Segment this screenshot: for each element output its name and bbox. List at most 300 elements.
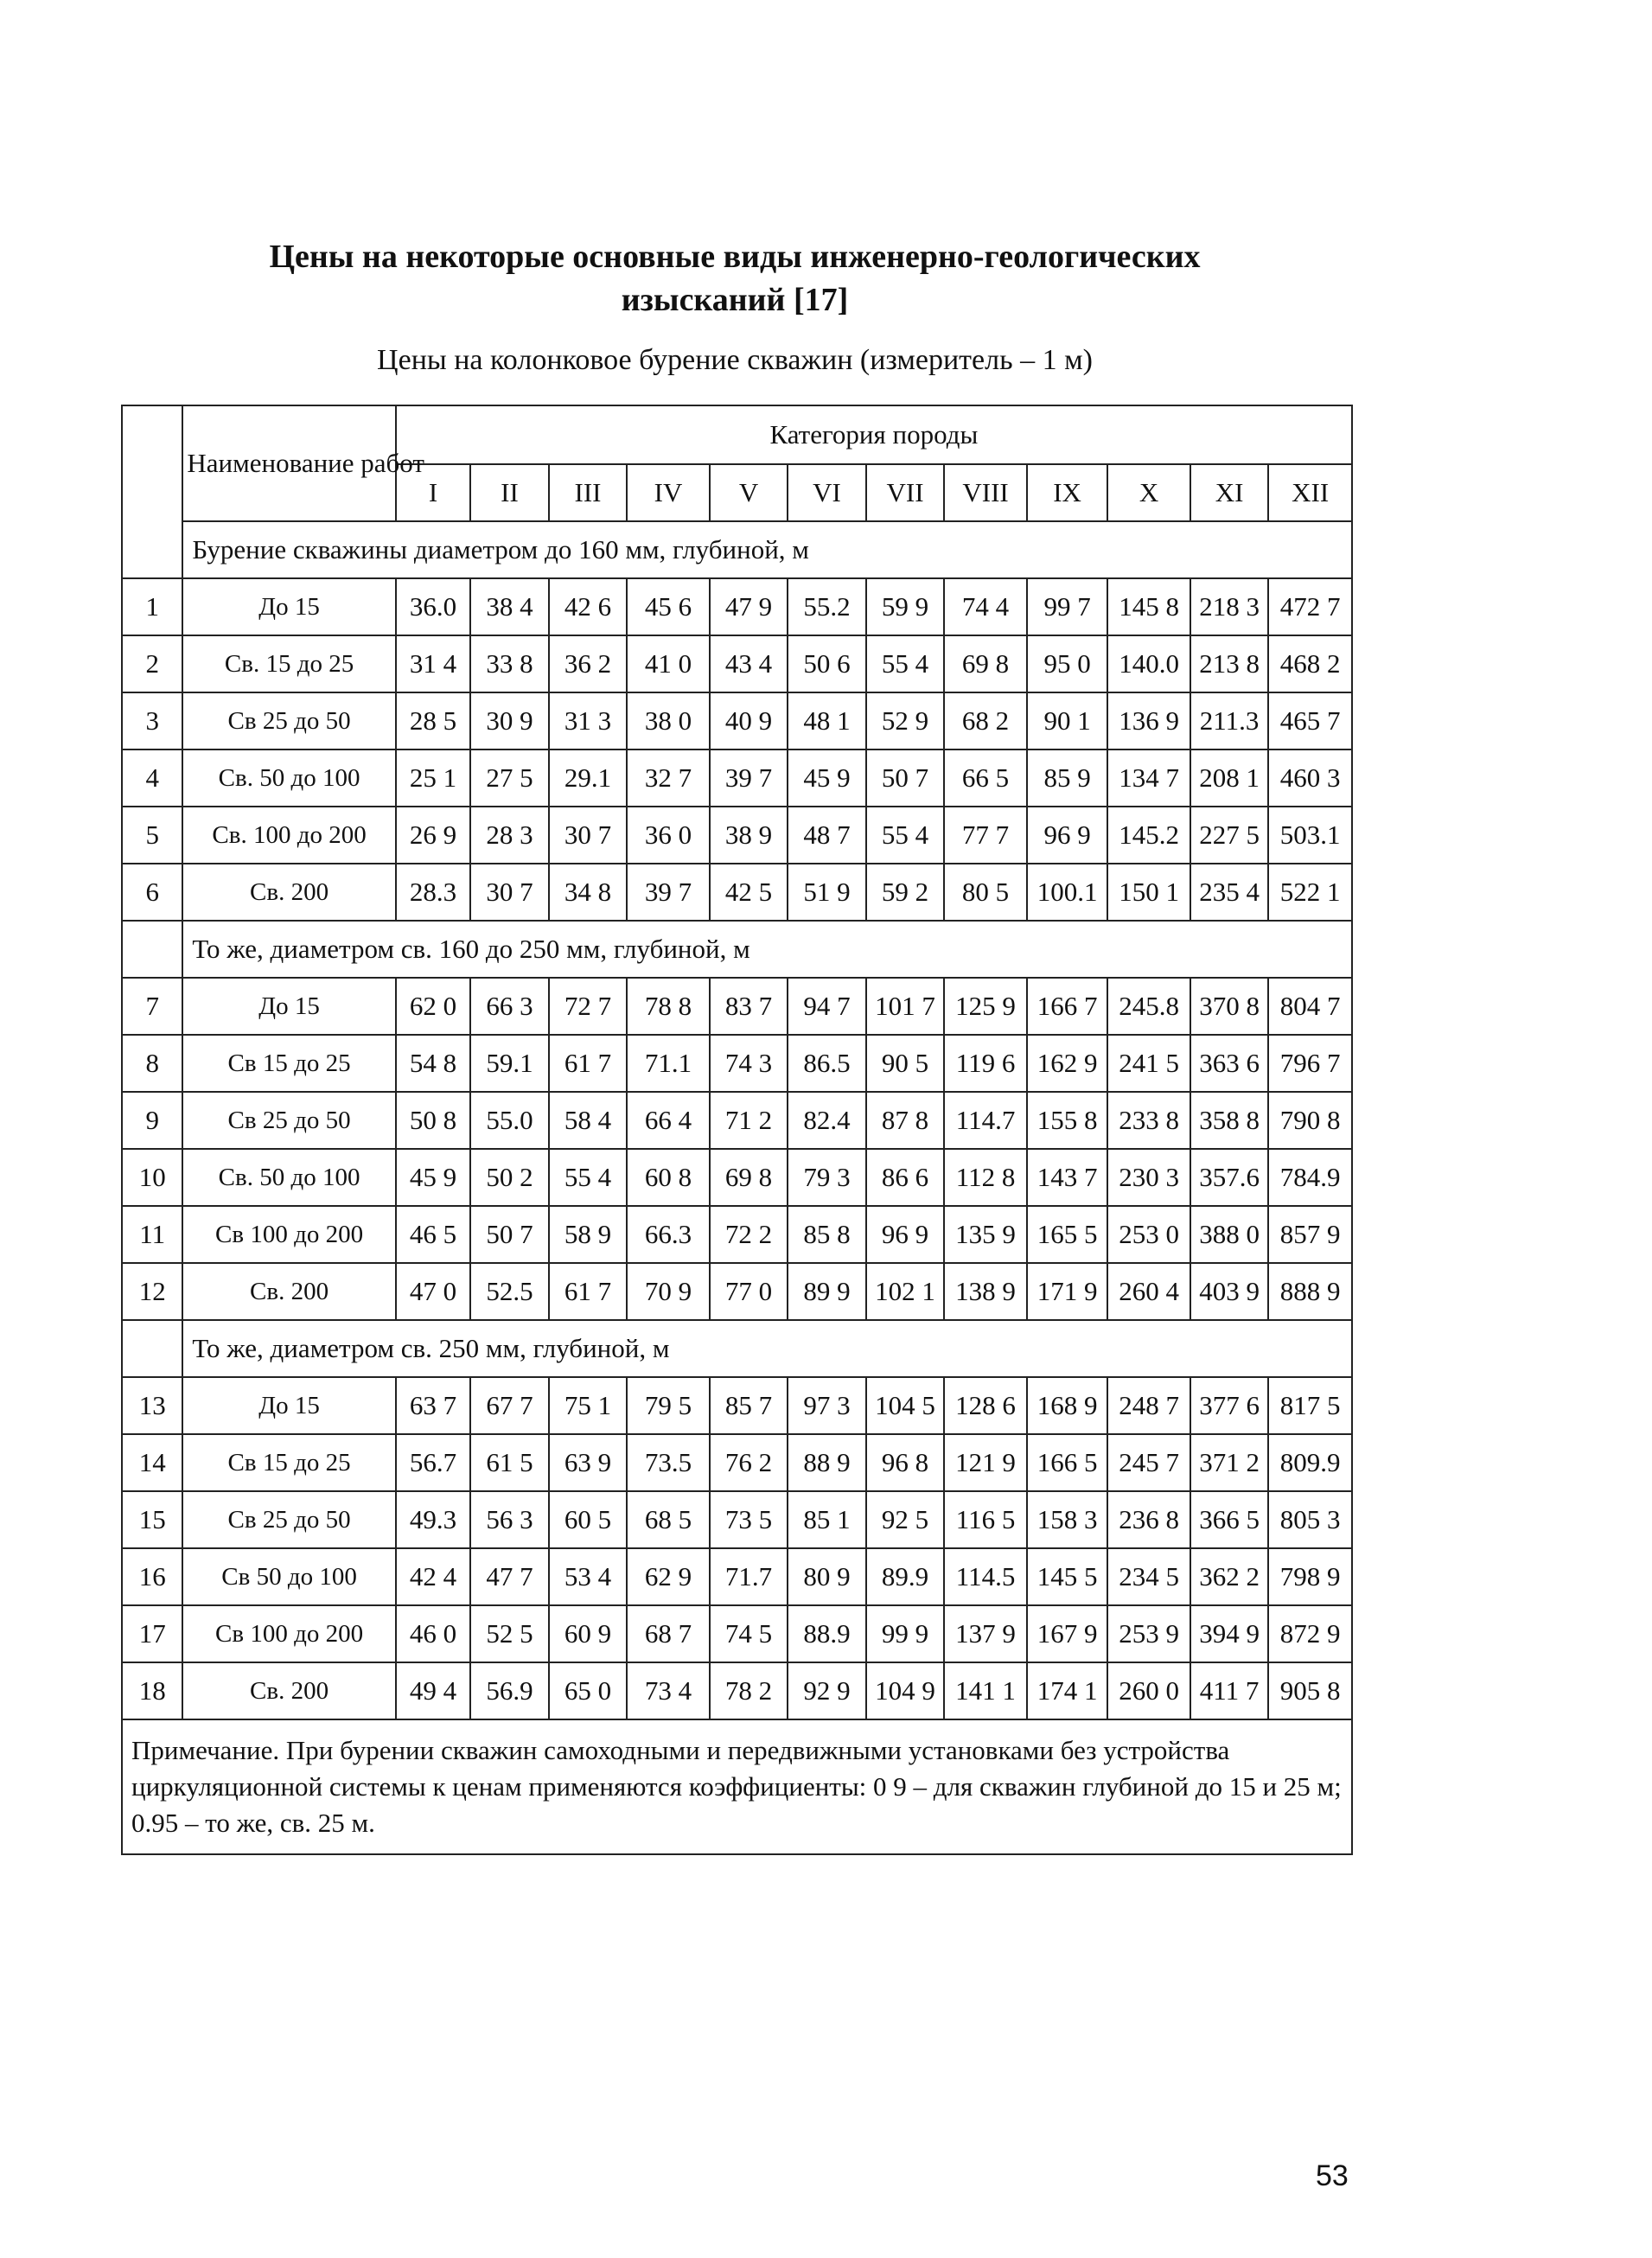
price-cell: 79 3 — [788, 1149, 866, 1206]
price-cell: 52 9 — [866, 692, 945, 749]
price-cell: 857 9 — [1268, 1206, 1352, 1263]
row-number: 15 — [122, 1491, 182, 1548]
price-cell: 53 4 — [549, 1548, 628, 1605]
price-cell: 95 0 — [1027, 635, 1108, 692]
row-name: Св. 15 до 25 — [182, 635, 395, 692]
price-cell: 790 8 — [1268, 1092, 1352, 1149]
price-cell: 60 5 — [549, 1491, 628, 1548]
price-cell: 46 0 — [396, 1605, 470, 1662]
price-cell: 75 1 — [549, 1377, 628, 1434]
row-number: 6 — [122, 864, 182, 921]
price-cell: 74 4 — [944, 578, 1027, 635]
page-number: 53 — [1316, 2159, 1349, 2192]
price-cell: 38 4 — [470, 578, 549, 635]
price-cell: 86 6 — [866, 1149, 945, 1206]
price-cell: 88.9 — [788, 1605, 866, 1662]
table-row — [122, 749, 1352, 807]
price-cell: 260 0 — [1107, 1662, 1190, 1719]
table-row — [122, 1662, 1352, 1719]
price-cell: 68 5 — [627, 1491, 710, 1548]
price-cell: 99 7 — [1027, 578, 1108, 635]
price-cell: 45 6 — [627, 578, 710, 635]
title-line-2: изысканий [17] — [621, 282, 849, 318]
price-cell: 74 5 — [710, 1605, 788, 1662]
title-line-1: Цены на некоторые основные виды инженерно-геологических — [269, 239, 1201, 275]
row-name: Св. 200 — [182, 1662, 395, 1719]
category-header: XI — [1190, 464, 1269, 521]
price-cell: 388 0 — [1190, 1206, 1269, 1263]
row-name: Св 25 до 50 — [182, 1092, 395, 1149]
price-cell: 50 6 — [788, 635, 866, 692]
price-cell: 85 8 — [788, 1206, 866, 1263]
price-cell: 73.5 — [627, 1434, 710, 1491]
price-cell: 357.6 — [1190, 1149, 1269, 1206]
row-number: 3 — [122, 692, 182, 749]
price-cell: 89 9 — [788, 1263, 866, 1320]
price-cell: 39 7 — [710, 749, 788, 807]
price-cell: 88 9 — [788, 1434, 866, 1491]
price-cell: 42 5 — [710, 864, 788, 921]
price-cell: 78 2 — [710, 1662, 788, 1719]
price-cell: 68 2 — [944, 692, 1027, 749]
price-cell: 145 5 — [1027, 1548, 1108, 1605]
row-name: Св 25 до 50 — [182, 1491, 395, 1548]
price-cell: 42 6 — [549, 578, 628, 635]
price-cell: 77 7 — [944, 807, 1027, 864]
table-caption: Цены на колонковое бурение скважин (измеритель – 1 м) — [377, 344, 1093, 376]
category-header: IX — [1027, 464, 1108, 521]
table-row — [122, 1605, 1352, 1662]
table-row — [122, 1092, 1352, 1149]
price-cell: 50 8 — [396, 1092, 470, 1149]
price-cell: 47 0 — [396, 1263, 470, 1320]
price-cell: 114.7 — [944, 1092, 1027, 1149]
price-cell: 89.9 — [866, 1548, 945, 1605]
price-cell: 116 5 — [944, 1491, 1027, 1548]
section-row — [122, 521, 1352, 578]
price-cell: 104 5 — [866, 1377, 945, 1434]
price-cell: 72 2 — [710, 1206, 788, 1263]
price-cell: 52.5 — [470, 1263, 549, 1320]
table-row — [122, 1035, 1352, 1092]
row-number: 14 — [122, 1434, 182, 1491]
price-cell: 94 7 — [788, 978, 866, 1035]
price-cell: 30 7 — [470, 864, 549, 921]
price-cell: 403 9 — [1190, 1263, 1269, 1320]
price-cell: 96 9 — [1027, 807, 1108, 864]
price-cell: 63 7 — [396, 1377, 470, 1434]
price-cell: 71.1 — [627, 1035, 710, 1092]
price-cell: 805 3 — [1268, 1491, 1352, 1548]
price-cell: 45 9 — [788, 749, 866, 807]
price-cell: 125 9 — [944, 978, 1027, 1035]
price-cell: 73 4 — [627, 1662, 710, 1719]
price-cell: 29.1 — [549, 749, 628, 807]
price-cell: 56 3 — [470, 1491, 549, 1548]
row-number: 16 — [122, 1548, 182, 1605]
row-name: Св. 100 до 200 — [182, 807, 395, 864]
header-name-cell: Наименование работ — [182, 405, 395, 521]
price-cell: 52 5 — [470, 1605, 549, 1662]
price-cell: 150 1 — [1107, 864, 1190, 921]
table-row — [122, 1206, 1352, 1263]
price-cell: 48 7 — [788, 807, 866, 864]
price-cell: 59 9 — [866, 578, 945, 635]
price-cell: 227 5 — [1190, 807, 1269, 864]
price-cell: 362 2 — [1190, 1548, 1269, 1605]
price-cell: 817 5 — [1268, 1377, 1352, 1434]
table-row — [122, 807, 1352, 864]
price-cell: 46 5 — [396, 1206, 470, 1263]
price-cell: 36 0 — [627, 807, 710, 864]
price-cell: 85 1 — [788, 1491, 866, 1548]
price-cell: 28 5 — [396, 692, 470, 749]
price-cell: 25 1 — [396, 749, 470, 807]
price-cell: 48 1 — [788, 692, 866, 749]
price-cell: 28 3 — [470, 807, 549, 864]
price-cell: 47 9 — [710, 578, 788, 635]
price-cell: 804 7 — [1268, 978, 1352, 1035]
price-cell: 59.1 — [470, 1035, 549, 1092]
price-cell: 60 8 — [627, 1149, 710, 1206]
row-name: Св. 200 — [182, 864, 395, 921]
price-cell: 49.3 — [396, 1491, 470, 1548]
price-table — [121, 405, 1353, 1855]
price-cell: 31 3 — [549, 692, 628, 749]
price-cell: 174 1 — [1027, 1662, 1108, 1719]
price-cell: 90 5 — [866, 1035, 945, 1092]
price-cell: 27 5 — [470, 749, 549, 807]
price-cell: 236 8 — [1107, 1491, 1190, 1548]
price-cell: 49 4 — [396, 1662, 470, 1719]
page-title — [0, 235, 1470, 322]
price-cell: 66 3 — [470, 978, 549, 1035]
price-cell: 798 9 — [1268, 1548, 1352, 1605]
price-cell: 61 5 — [470, 1434, 549, 1491]
price-cell: 68 7 — [627, 1605, 710, 1662]
table-row — [122, 1491, 1352, 1548]
section-num-cell — [122, 1320, 182, 1377]
price-cell: 43 4 — [710, 635, 788, 692]
price-cell: 167 9 — [1027, 1605, 1108, 1662]
row-number: 8 — [122, 1035, 182, 1092]
price-cell: 208 1 — [1190, 749, 1269, 807]
table-row — [122, 864, 1352, 921]
price-cell: 36.0 — [396, 578, 470, 635]
row-number: 4 — [122, 749, 182, 807]
price-cell: 784.9 — [1268, 1149, 1352, 1206]
price-cell: 45 9 — [396, 1149, 470, 1206]
price-cell: 394 9 — [1190, 1605, 1269, 1662]
price-cell: 78 8 — [627, 978, 710, 1035]
price-cell: 245.8 — [1107, 978, 1190, 1035]
price-cell: 85 9 — [1027, 749, 1108, 807]
price-cell: 32 7 — [627, 749, 710, 807]
price-cell: 74 3 — [710, 1035, 788, 1092]
price-cell: 62 9 — [627, 1548, 710, 1605]
price-cell: 168 9 — [1027, 1377, 1108, 1434]
price-cell: 248 7 — [1107, 1377, 1190, 1434]
price-cell: 141 1 — [944, 1662, 1027, 1719]
category-header: VIII — [944, 464, 1027, 521]
section-title: То же, диаметром св. 160 до 250 мм, глубиной, м — [182, 921, 1352, 978]
price-cell: 65 0 — [549, 1662, 628, 1719]
section-row — [122, 921, 1352, 978]
table-row — [122, 635, 1352, 692]
price-cell: 211.3 — [1190, 692, 1269, 749]
table-row — [122, 1377, 1352, 1434]
price-cell: 67 7 — [470, 1377, 549, 1434]
row-number: 18 — [122, 1662, 182, 1719]
price-cell: 468 2 — [1268, 635, 1352, 692]
price-cell: 58 4 — [549, 1092, 628, 1149]
price-cell: 62 0 — [396, 978, 470, 1035]
row-name: Св. 50 до 100 — [182, 1149, 395, 1206]
section-title: Бурение скважины диаметром до 160 мм, глубиной, м — [182, 521, 1352, 578]
price-cell: 166 7 — [1027, 978, 1108, 1035]
note-row — [122, 1719, 1352, 1854]
price-cell: 377 6 — [1190, 1377, 1269, 1434]
table-row — [122, 578, 1352, 635]
table-row — [122, 1548, 1352, 1605]
row-name: Св. 50 до 100 — [182, 749, 395, 807]
price-cell: 218 3 — [1190, 578, 1269, 635]
header-category-cell: Категория породы — [396, 405, 1352, 464]
price-cell: 66.3 — [627, 1206, 710, 1263]
price-cell: 51 9 — [788, 864, 866, 921]
price-cell: 50 7 — [866, 749, 945, 807]
price-cell: 55.0 — [470, 1092, 549, 1149]
price-cell: 26 9 — [396, 807, 470, 864]
price-cell: 104 9 — [866, 1662, 945, 1719]
header-num-cell — [122, 405, 182, 578]
price-cell: 522 1 — [1268, 864, 1352, 921]
category-header: VII — [866, 464, 945, 521]
price-cell: 460 3 — [1268, 749, 1352, 807]
row-number: 7 — [122, 978, 182, 1035]
price-cell: 241 5 — [1107, 1035, 1190, 1092]
price-cell: 33 8 — [470, 635, 549, 692]
price-cell: 55 4 — [549, 1149, 628, 1206]
category-header: V — [710, 464, 788, 521]
row-number: 11 — [122, 1206, 182, 1263]
price-cell: 34 8 — [549, 864, 628, 921]
price-cell: 55 4 — [866, 807, 945, 864]
price-cell: 38 0 — [627, 692, 710, 749]
price-cell: 63 9 — [549, 1434, 628, 1491]
price-cell: 145.2 — [1107, 807, 1190, 864]
price-cell: 38 9 — [710, 807, 788, 864]
price-cell: 28.3 — [396, 864, 470, 921]
price-cell: 55 4 — [866, 635, 945, 692]
price-cell: 165 5 — [1027, 1206, 1108, 1263]
price-cell: 171 9 — [1027, 1263, 1108, 1320]
price-cell: 138 9 — [944, 1263, 1027, 1320]
price-cell: 119 6 — [944, 1035, 1027, 1092]
price-cell: 253 0 — [1107, 1206, 1190, 1263]
table-row — [122, 978, 1352, 1035]
price-cell: 69 8 — [710, 1149, 788, 1206]
price-cell: 235 4 — [1190, 864, 1269, 921]
price-cell: 79 5 — [627, 1377, 710, 1434]
price-cell: 31 4 — [396, 635, 470, 692]
price-cell: 503.1 — [1268, 807, 1352, 864]
row-number: 10 — [122, 1149, 182, 1206]
price-cell: 145 8 — [1107, 578, 1190, 635]
price-cell: 796 7 — [1268, 1035, 1352, 1092]
price-cell: 411 7 — [1190, 1662, 1269, 1719]
price-cell: 50 7 — [470, 1206, 549, 1263]
price-cell: 58 9 — [549, 1206, 628, 1263]
price-cell: 140.0 — [1107, 635, 1190, 692]
price-cell: 260 4 — [1107, 1263, 1190, 1320]
price-cell: 366 5 — [1190, 1491, 1269, 1548]
price-cell: 30 9 — [470, 692, 549, 749]
price-cell: 90 1 — [1027, 692, 1108, 749]
price-cell: 213 8 — [1190, 635, 1269, 692]
price-cell: 465 7 — [1268, 692, 1352, 749]
price-cell: 30 7 — [549, 807, 628, 864]
row-name: Св 15 до 25 — [182, 1434, 395, 1491]
price-cell: 230 3 — [1107, 1149, 1190, 1206]
category-header: IV — [627, 464, 710, 521]
row-number: 13 — [122, 1377, 182, 1434]
category-header: XII — [1268, 464, 1352, 521]
price-cell: 77 0 — [710, 1263, 788, 1320]
price-cell: 472 7 — [1268, 578, 1352, 635]
row-number: 2 — [122, 635, 182, 692]
price-cell: 39 7 — [627, 864, 710, 921]
price-cell: 101 7 — [866, 978, 945, 1035]
section-num-cell — [122, 921, 182, 978]
row-name: Св 15 до 25 — [182, 1035, 395, 1092]
price-cell: 61 7 — [549, 1035, 628, 1092]
price-cell: 96 8 — [866, 1434, 945, 1491]
price-cell: 76 2 — [710, 1434, 788, 1491]
row-number: 17 — [122, 1605, 182, 1662]
price-cell: 66 5 — [944, 749, 1027, 807]
price-cell: 137 9 — [944, 1605, 1027, 1662]
price-cell: 60 9 — [549, 1605, 628, 1662]
row-name: Св 25 до 50 — [182, 692, 395, 749]
price-cell: 143 7 — [1027, 1149, 1108, 1206]
row-number: 5 — [122, 807, 182, 864]
price-cell: 47 7 — [470, 1548, 549, 1605]
category-header: I — [396, 464, 470, 521]
category-header: X — [1107, 464, 1190, 521]
price-cell: 872 9 — [1268, 1605, 1352, 1662]
category-header: III — [549, 464, 628, 521]
row-name: До 15 — [182, 1377, 395, 1434]
row-name: До 15 — [182, 978, 395, 1035]
price-cell: 54 8 — [396, 1035, 470, 1092]
price-cell: 86.5 — [788, 1035, 866, 1092]
category-header: VI — [788, 464, 866, 521]
price-cell: 128 6 — [944, 1377, 1027, 1434]
price-cell: 371 2 — [1190, 1434, 1269, 1491]
price-cell: 66 4 — [627, 1092, 710, 1149]
header-row-1 — [122, 405, 1352, 464]
price-cell: 59 2 — [866, 864, 945, 921]
table-row — [122, 1149, 1352, 1206]
section-row — [122, 1320, 1352, 1377]
table-note: Примечание. При бурении скважин самоходными и передвижными установками без устройства циркуляционной системы к ценам применяются коэффициенты: 0 9 – для скважин глубиной до 15 и 25 м; 0.95 – то же, св. 25 м. — [122, 1719, 1352, 1854]
price-cell: 233 8 — [1107, 1092, 1190, 1149]
price-cell: 72 7 — [549, 978, 628, 1035]
price-cell: 83 7 — [710, 978, 788, 1035]
row-number: 1 — [122, 578, 182, 635]
price-cell: 112 8 — [944, 1149, 1027, 1206]
price-cell: 96 9 — [866, 1206, 945, 1263]
price-cell: 888 9 — [1268, 1263, 1352, 1320]
price-cell: 358 8 — [1190, 1092, 1269, 1149]
row-name: Св 50 до 100 — [182, 1548, 395, 1605]
table-row — [122, 1263, 1352, 1320]
price-cell: 253 9 — [1107, 1605, 1190, 1662]
price-cell: 85 7 — [710, 1377, 788, 1434]
price-cell: 166 5 — [1027, 1434, 1108, 1491]
row-number: 9 — [122, 1092, 182, 1149]
price-cell: 97 3 — [788, 1377, 866, 1434]
price-cell: 121 9 — [944, 1434, 1027, 1491]
price-cell: 135 9 — [944, 1206, 1027, 1263]
price-cell: 102 1 — [866, 1263, 945, 1320]
price-cell: 99 9 — [866, 1605, 945, 1662]
price-cell: 71.7 — [710, 1548, 788, 1605]
price-cell: 92 9 — [788, 1662, 866, 1719]
price-cell: 73 5 — [710, 1491, 788, 1548]
price-cell: 56.9 — [470, 1662, 549, 1719]
price-cell: 158 3 — [1027, 1491, 1108, 1548]
price-cell: 92 5 — [866, 1491, 945, 1548]
row-name: Св. 200 — [182, 1263, 395, 1320]
price-cell: 80 5 — [944, 864, 1027, 921]
table-row — [122, 1434, 1352, 1491]
price-cell: 41 0 — [627, 635, 710, 692]
price-cell: 136 9 — [1107, 692, 1190, 749]
price-cell: 87 8 — [866, 1092, 945, 1149]
row-name: Св 100 до 200 — [182, 1206, 395, 1263]
price-cell: 69 8 — [944, 635, 1027, 692]
price-cell: 40 9 — [710, 692, 788, 749]
category-header: II — [470, 464, 549, 521]
price-cell: 155 8 — [1027, 1092, 1108, 1149]
price-cell: 114.5 — [944, 1548, 1027, 1605]
price-cell: 42 4 — [396, 1548, 470, 1605]
price-cell: 162 9 — [1027, 1035, 1108, 1092]
price-cell: 82.4 — [788, 1092, 866, 1149]
row-name: Св 100 до 200 — [182, 1605, 395, 1662]
price-cell: 809.9 — [1268, 1434, 1352, 1491]
price-cell: 71 2 — [710, 1092, 788, 1149]
price-cell: 56.7 — [396, 1434, 470, 1491]
price-cell: 50 2 — [470, 1149, 549, 1206]
price-cell: 36 2 — [549, 635, 628, 692]
price-cell: 363 6 — [1190, 1035, 1269, 1092]
price-cell: 134 7 — [1107, 749, 1190, 807]
table-row — [122, 692, 1352, 749]
price-cell: 245 7 — [1107, 1434, 1190, 1491]
price-cell: 370 8 — [1190, 978, 1269, 1035]
price-cell: 100.1 — [1027, 864, 1108, 921]
row-name: До 15 — [182, 578, 395, 635]
price-cell: 80 9 — [788, 1548, 866, 1605]
price-cell: 905 8 — [1268, 1662, 1352, 1719]
section-title: То же, диаметром св. 250 мм, глубиной, м — [182, 1320, 1352, 1377]
row-number: 12 — [122, 1263, 182, 1320]
price-cell: 70 9 — [627, 1263, 710, 1320]
price-cell: 234 5 — [1107, 1548, 1190, 1605]
